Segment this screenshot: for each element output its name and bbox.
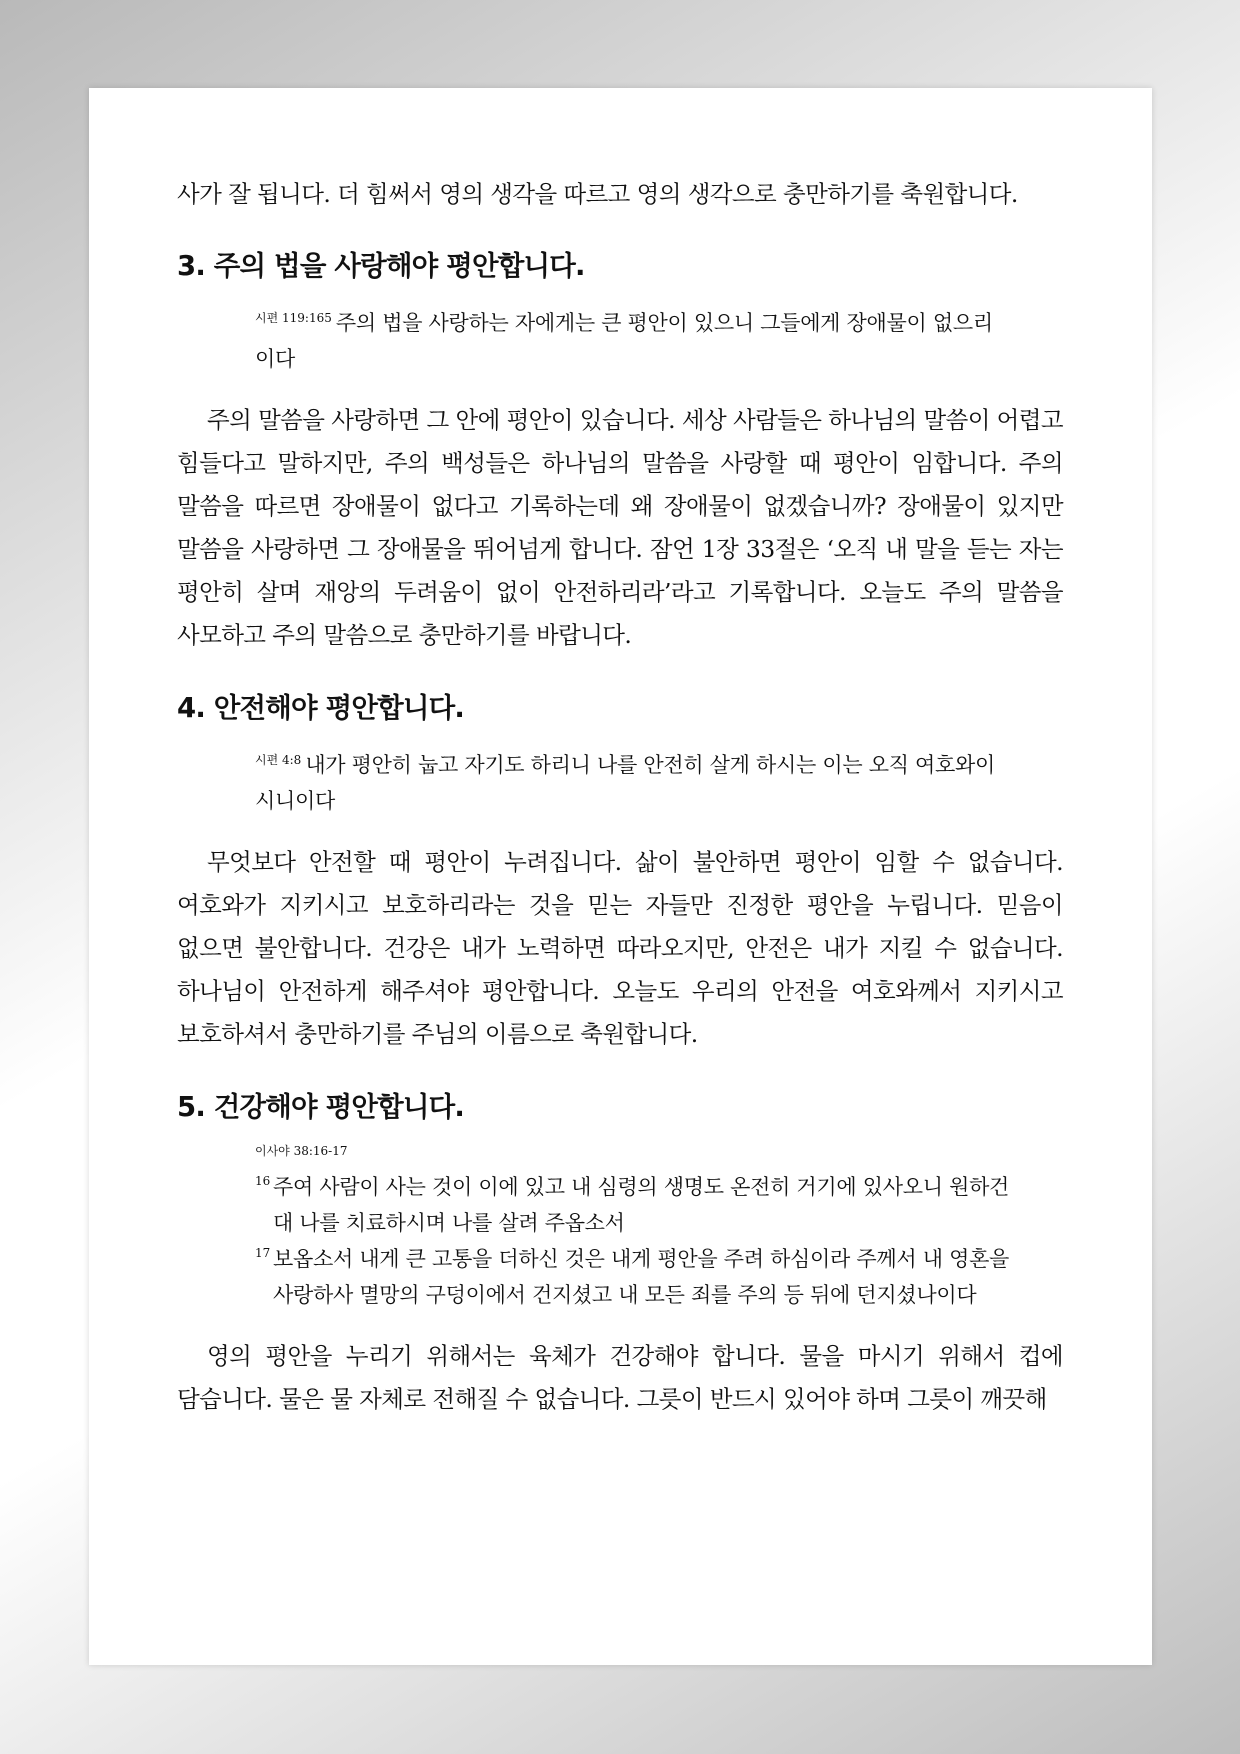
verse-reference: 시편 4:8 [255,753,302,767]
intro-paragraph: 사가 잘 됩니다. 더 힘써서 영의 생각을 따르고 영의 생각으로 충만하기를 축원합니다. [177,180,1018,208]
verse-text: 주여 사람이 사는 것이 이에 있고 내 심령의 생명도 온전히 거기에 있사오니 원하건대 나를 치료하시며 나를 살려 주옵소서 [273,1175,1010,1235]
scripture-quote [255,300,995,377]
scripture-verse [255,1241,1013,1313]
section-heading: 5. 건강해야 평안합니다. [177,1091,465,1123]
document-page [89,88,1152,1665]
page-content [177,173,1063,1421]
verse-number: 16 [255,1174,271,1188]
section-paragraph: 주의 말씀을 사랑하면 그 안에 평안이 있습니다. 세상 사람들은 하나님의 말씀이 어렵고 힘들다고 말하지만, 주의 백성들은 하나님의 말씀을 사랑할 때 평안이 임합니다. 주의 말씀을 따르면 장애물이 없다고 기록하는데 왜 장애물이 없겠습니까? 장애물이 있지만 말씀을 사랑하면 그 장애물을 뛰어넘게 합니다. 잠언 1장 33절은 ‘오직 내 말을 듣는 자는 평안히 살며 재앙의 두려움이 없이 안전하리라’라고 기록합니다. 오늘도 주의 말씀을 사모하고 주의 말씀으로 충만하기를 바랍니다. [177,406,1063,649]
verse-number: 17 [255,1246,271,1260]
verse-text: 보옵소서 내게 큰 고통을 더하신 것은 내게 평안을 주려 하심이라 주께서 내 영혼을 사랑하사 멸망의 구덩이에서 건지셨고 내 모든 죄를 주의 등 뒤에 던지셨나이다 [273,1247,1010,1307]
section-paragraph: 영의 평안을 누리기 위해서는 육체가 건강해야 합니다. 물을 마시기 위해서 컵에 담습니다. 물은 물 자체로 전해질 수 없습니다. 그릇이 반드시 있어야 하며 그릇이 깨끗해 [177,1342,1063,1413]
section-heading: 3. 주의 법을 사랑해야 평안합니다. [177,250,585,282]
section-4 [177,688,1063,1056]
verse-text: 주의 법을 사랑하는 자에게는 큰 평안이 있으니 그들에게 장애물이 없으리이다 [255,311,993,371]
section-5 [177,1087,1063,1421]
verse-text: 내가 평안히 눕고 자기도 하리니 나를 안전히 살게 하시는 이는 오직 여호와이시니이다 [255,753,996,813]
scripture-quote [255,742,995,819]
verse-reference: 이사야 38:16-17 [255,1144,348,1158]
section-heading: 4. 안전해야 평안합니다. [177,692,465,724]
section-paragraph: 무엇보다 안전할 때 평안이 누려집니다. 삶이 불안하면 평안이 임할 수 없습니다. 여호와가 지키시고 보호하리라는 것을 믿는 자들만 진정한 평안을 누립니다. 믿음이 없으면 불안합니다. 건강은 내가 노력하면 따라오지만, 안전은 내가 지킬 수 없습니다. 하나님이 안전하게 해주셔야 평안합니다. 오늘도 우리의 안전을 여호와께서 지키시고 보호하셔서 충만하기를 주님의 이름으로 축원합니다. [177,848,1063,1048]
verse-reference: 시편 119:165 [255,311,332,325]
scripture-verse [255,1169,1013,1241]
section-3 [177,246,1063,657]
